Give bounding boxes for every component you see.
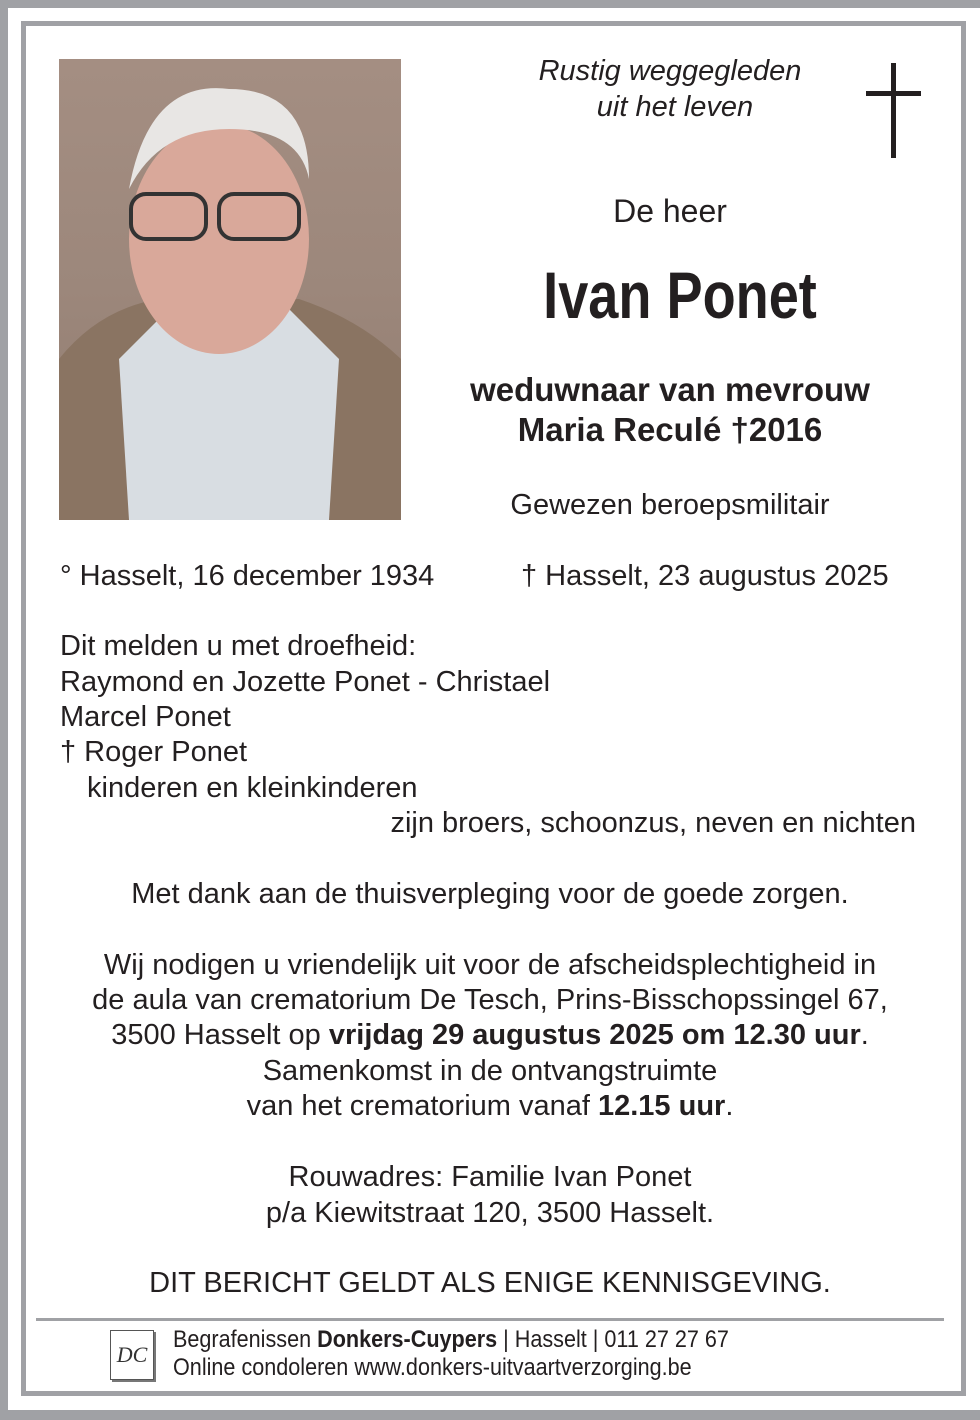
ceremony-line-3 xyxy=(0,1021,980,1050)
birth-date: ° Hasselt, 16 december 1934 xyxy=(60,560,435,592)
title-prefix: De heer xyxy=(613,193,727,229)
company-name: Donkers-Cuypers xyxy=(317,1326,498,1353)
quote-line-1: Rustig weggegleden xyxy=(538,55,802,87)
ceremony-text: . xyxy=(725,1090,734,1122)
ceremony-line-5 xyxy=(0,1092,980,1121)
notice-text: DIT BERICHT GELDT ALS ENIGE KENNISGEVING. xyxy=(149,1267,831,1299)
occupation: Gewezen beroepsmilitair xyxy=(510,489,830,521)
thanks-text: Met dank aan de thuisverpleging voor de goede zorgen. xyxy=(131,878,849,910)
family-line: Marcel Ponet xyxy=(60,701,231,733)
ceremony-line-4: Samenkomst in de ontvangstruimte xyxy=(262,1055,718,1087)
death-date: † Hasselt, 23 augustus 2025 xyxy=(521,560,889,592)
family-line: † Roger Ponet xyxy=(60,736,248,768)
spouse-line-2: Maria Reculé †2016 xyxy=(517,411,823,448)
address-line-1: Rouwadres: Familie Ivan Ponet xyxy=(288,1161,692,1193)
address-line-2: p/a Kiewitstraat 120, 3500 Hasselt. xyxy=(265,1197,715,1229)
ceremony-text: 3500 Hasselt op xyxy=(111,1019,329,1051)
family-line: Raymond en Jozette Ponet - Christael xyxy=(60,666,551,698)
ceremony-line-1: Wij nodigen u vriendelijk uit voor de afscheidsplechtigheid in xyxy=(103,949,877,981)
ceremony-text: . xyxy=(860,1019,869,1051)
footer-contact: | Hasselt | 011 27 27 67 xyxy=(497,1326,729,1353)
cross-icon xyxy=(866,63,921,158)
footer-divider xyxy=(36,1318,944,1321)
deceased-name: Ivan Ponet xyxy=(543,258,817,332)
footer-text: Begrafenissen xyxy=(173,1326,318,1353)
family-line: zijn broers, schoonzus, neven en nichten xyxy=(390,807,916,839)
gathering-time: 12.15 uur xyxy=(597,1090,726,1122)
ceremony-datetime: vrijdag 29 augustus 2025 om 12.30 uur xyxy=(328,1019,861,1051)
footer-line-1 xyxy=(173,1328,729,1352)
ceremony-line-2: de aula van crematorium De Tesch, Prins-Bisschopssingel 67, xyxy=(92,984,888,1016)
portrait-photo xyxy=(59,59,401,520)
footer-website: Online condoleren www.donkers-uitvaartverzorging.be xyxy=(173,1354,692,1381)
spouse-line-1: weduwnaar van mevrouw xyxy=(470,371,870,408)
funeral-home-logo: DC xyxy=(110,1330,154,1380)
ceremony-text: van het crematorium vanaf xyxy=(246,1090,598,1122)
quote-line-2: uit het leven xyxy=(596,91,754,123)
family-intro: Dit melden u met droefheid: xyxy=(60,630,417,662)
family-line: kinderen en kleinkinderen xyxy=(87,772,418,804)
